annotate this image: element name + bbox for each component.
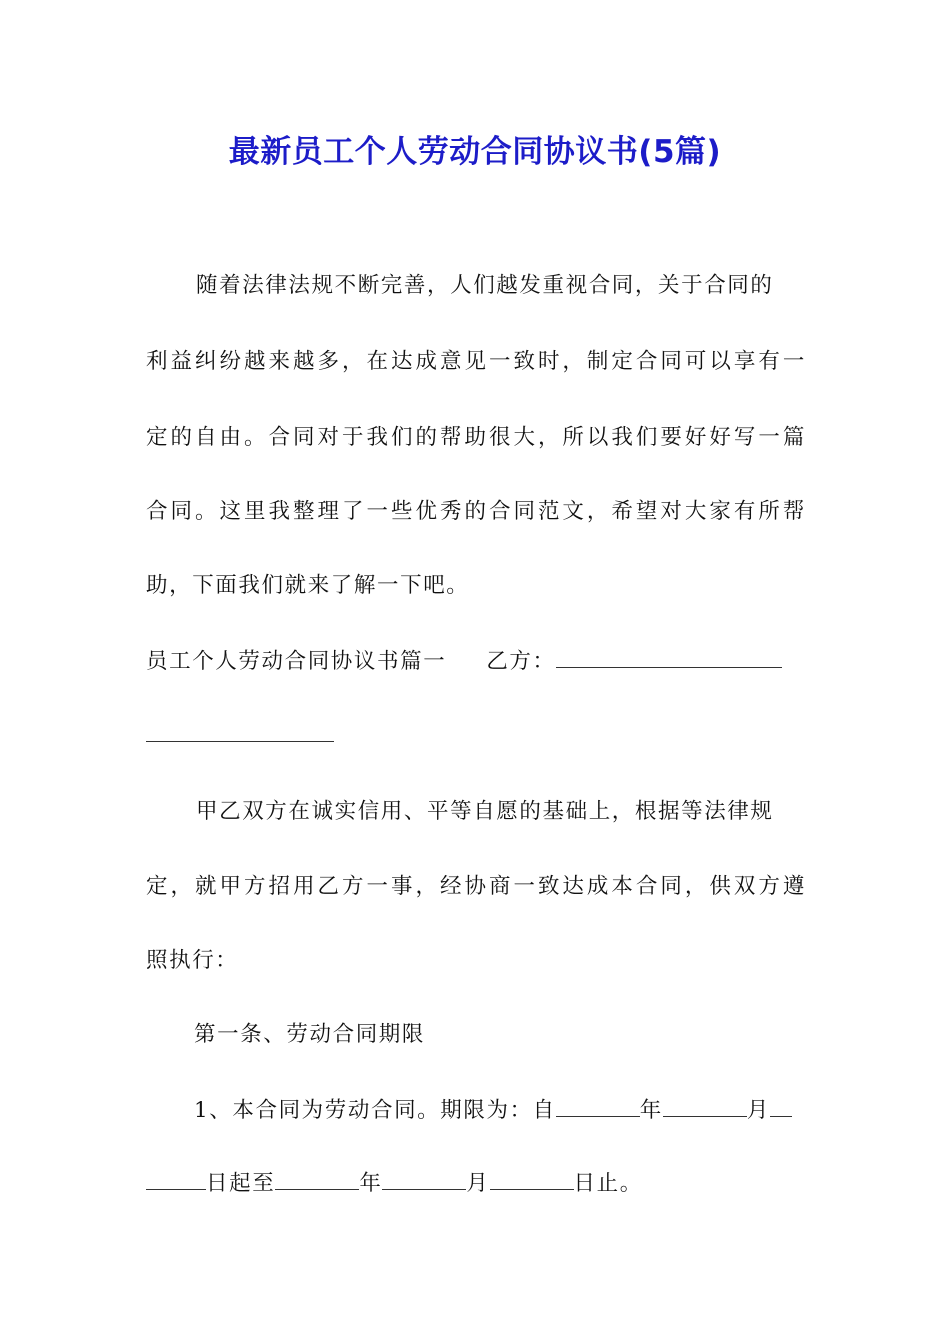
from-day-label: 日起至	[206, 1171, 276, 1196]
end-year-label: 年	[359, 1171, 383, 1196]
clause-1-text: 1、本合同为劳动合同。期限为：自	[194, 1098, 556, 1123]
end-day-blank	[490, 1188, 574, 1190]
intro-line-3: 定的自由。合同对于我们的帮助很大，所以我们要好好写一篇	[146, 425, 806, 450]
clause-1-line-1	[146, 1093, 854, 1124]
document-title: 最新员工个人劳动合同协议书(5篇)	[228, 134, 722, 170]
intro-line-4: 合同。这里我整理了一些优秀的合同范文，希望对大家有所帮	[146, 499, 806, 524]
para1-line-2: 定，就甲方招用乙方一事，经协商一致达成本合同，供双方遵	[146, 874, 806, 899]
para1-line-3: 照执行：	[146, 948, 239, 973]
start-day-blank	[770, 1115, 792, 1117]
clause-1-line-2	[146, 1166, 806, 1197]
year-label: 年	[639, 1098, 663, 1123]
end-label: 日止。	[573, 1171, 643, 1196]
start-year-blank	[556, 1115, 640, 1117]
end-month-label: 月	[466, 1171, 490, 1196]
start-day-blank-continued	[146, 1188, 206, 1190]
section-heading-row	[146, 644, 806, 675]
end-year-blank	[275, 1188, 359, 1190]
month-label: 月	[746, 1098, 770, 1123]
article-1-heading: 第一条、劳动合同期限	[194, 1022, 426, 1047]
party-b-blank-continued	[146, 741, 334, 742]
party-b-blank	[556, 666, 782, 668]
intro-line-5: 助，下面我们就来了解一下吧。	[146, 573, 470, 598]
para1-line-1: 甲乙双方在诚实信用、平等自愿的基础上，根据等法律规	[196, 799, 774, 824]
start-month-blank	[663, 1115, 747, 1117]
party-b-label: 乙方：	[486, 649, 556, 674]
section-heading: 员工个人劳动合同协议书篇一	[146, 649, 447, 674]
end-month-blank	[382, 1188, 466, 1190]
intro-line-2: 利益纠纷越来越多，在达成意见一致时，制定合同可以享有一	[146, 349, 806, 374]
intro-line-1: 随着法律法规不断完善，人们越发重视合同，关于合同的	[196, 273, 774, 298]
